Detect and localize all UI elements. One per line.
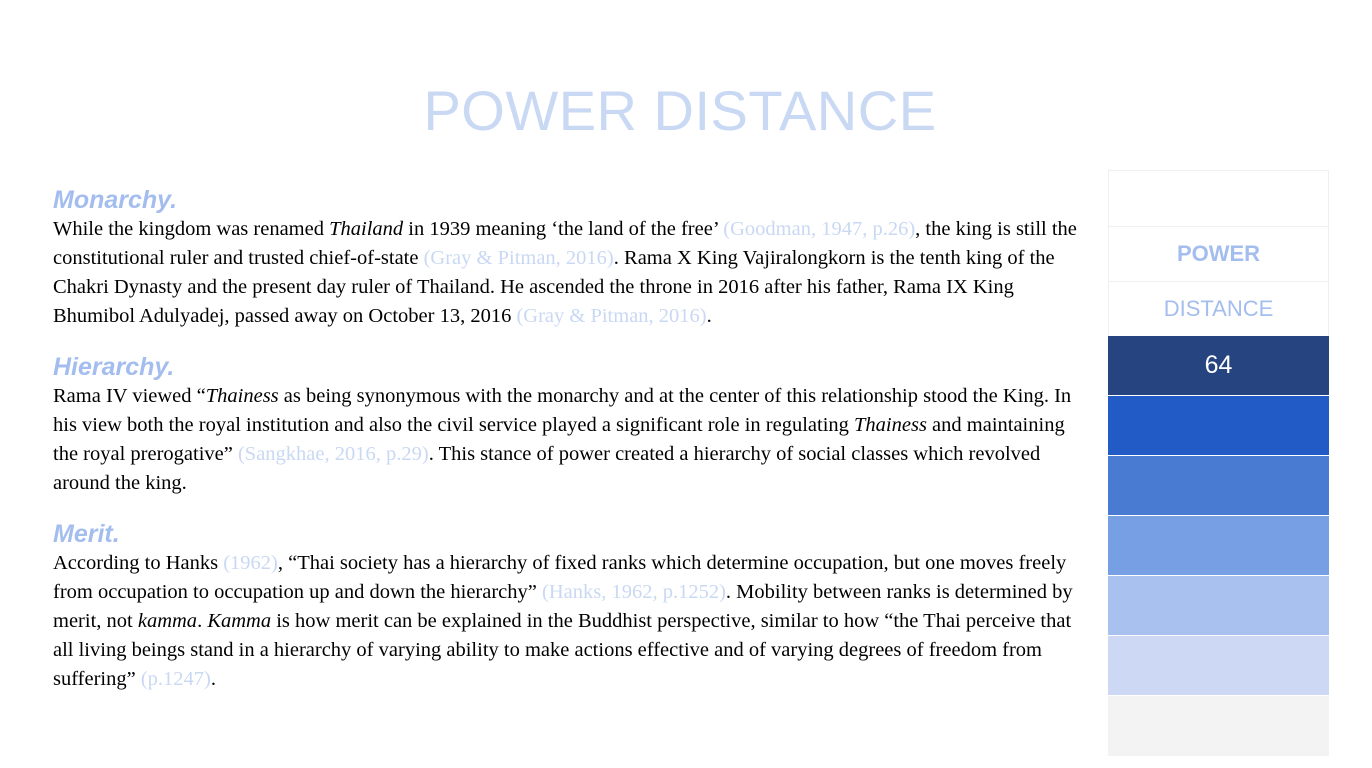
text-run: is how merit can be explained in the Buddhist perspective, similar to how “the Thai perceive that all living beings stand in a hierarchy of varying ability to make actions effective and of varying degrees of freedom from suffering” [53,610,1072,690]
text-run: . Rama X King Vajiralongkorn is the tenth king of the Chakri Dynasty and the present day ruler of Thailand. He ascended the throne in 2016 after his father, Rama IX King Bhumibol Adulyadej, passed away on October 13, 2016 [53,247,1055,327]
citation: (p.1247) [140,668,211,690]
text-run: Rama IV viewed “ [53,385,206,407]
section-hierarchy [53,352,1083,498]
section-merit [53,519,1083,694]
section-monarchy [53,185,1083,331]
section-paragraph [53,549,1083,694]
page-title: POWER DISTANCE [423,79,937,142]
section-paragraph [53,382,1083,498]
scale-swatch [1108,395,1329,455]
text-run: . This stance of power created a hierarchy of social classes which revolved around the king. [53,443,1041,494]
scale-swatch [1108,575,1329,635]
italic-term: Thainess [854,414,927,436]
scale-swatch [1108,635,1329,695]
citation: (Goodman, 1947, p.26) [723,218,916,240]
scale-swatch [1108,695,1329,756]
text-run: , the king is still the constitutional ruler and trusted chief-of-state [53,218,1077,269]
citation: (1962) [223,552,278,574]
scale-label-distance: DISTANCE [1108,281,1329,336]
scale-label-power: POWER [1108,226,1329,281]
citation: (Hanks, 1962, p.1252) [542,581,726,603]
italic-term: Kamma [207,610,272,632]
scale-blank-cell [1108,170,1329,226]
text-run: . Mobility between ranks is determined by merit, not [53,581,1073,632]
text-run: and maintaining the royal prerogative” [53,414,1065,465]
section-heading: Hierarchy. [53,353,175,381]
scale-score-value: 64 [1108,336,1329,395]
section-paragraph [53,215,1083,331]
section-heading: Monarchy. [53,186,178,214]
text-run: While the kingdom was renamed [53,218,330,240]
main-content [53,185,1083,715]
text-run: According to Hanks [53,552,224,574]
text-run: , “Thai society has a hierarchy of fixed ranks which determine occupation, but one moves freely from occupation to occupation up and down the hierarchy” [53,552,1067,603]
italic-term: kamma [137,610,198,632]
text-run: . [210,668,217,690]
power-distance-scale [1108,170,1329,756]
citation: (Gray & Pitman, 2016) [516,305,707,327]
scale-swatch [1108,455,1329,515]
text-run: . [197,610,208,632]
scale-swatch [1108,515,1329,575]
citation: (Sangkhae, 2016, p.29) [237,443,429,465]
text-run: in 1939 meaning ‘the land of the free’ [403,218,724,240]
text-run: as being synonymous with the monarchy and at the center of this relationship stood the King. In his view both the royal institution and also the civil service played a significant role in regulating [53,385,1072,436]
citation: (Gray & Pitman, 2016) [423,247,614,269]
italic-term: Thailand [329,218,404,240]
italic-term: Thainess [205,385,279,407]
text-run: . [706,305,712,327]
section-heading: Merit. [53,520,120,548]
